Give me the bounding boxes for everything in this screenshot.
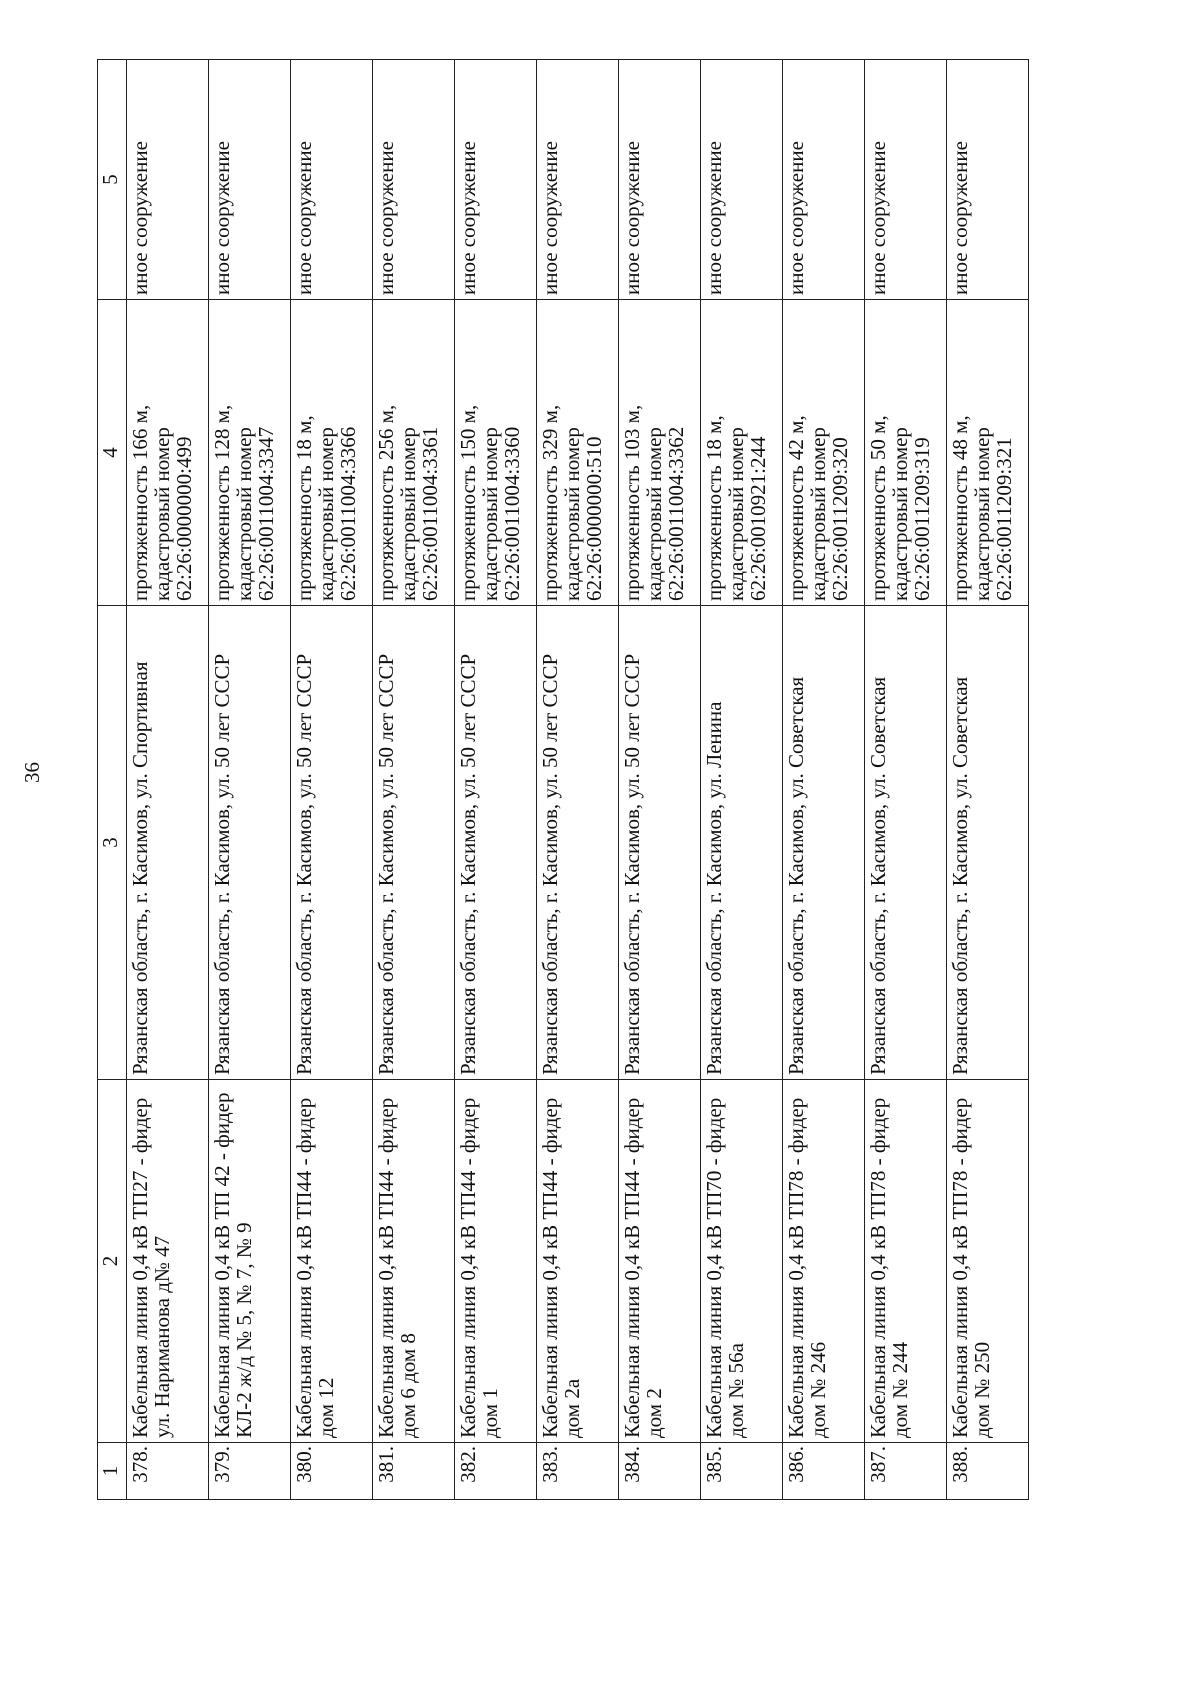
table-row <box>619 60 701 1500</box>
table-row <box>865 60 947 1500</box>
cell-address: Рязанская область, г. Касимов, ул. Советская <box>947 606 1029 1080</box>
cell-number: 380. <box>291 1443 373 1500</box>
cell-object-type: иное сооружение <box>619 60 701 300</box>
table-row <box>537 60 619 1500</box>
cell-address: Рязанская область, г. Касимов, ул. 50 лет СССР <box>209 606 291 1080</box>
cell-object-type: иное сооружение <box>373 60 455 300</box>
table-row <box>291 60 373 1500</box>
rotated-table-container <box>97 60 1052 1500</box>
column-header: 5 <box>98 60 127 300</box>
cell-object-name: Кабельная линия 0,4 кВ ТП78 - фидер дом № 250 <box>947 1080 1029 1443</box>
table-row <box>783 60 865 1500</box>
table-row <box>947 60 1029 1500</box>
cell-object-name: Кабельная линия 0,4 кВ ТП78 - фидер дом № 246 <box>783 1080 865 1443</box>
column-header: 1 <box>98 1443 127 1500</box>
cell-number: 385. <box>701 1443 783 1500</box>
table-body <box>127 60 1029 1500</box>
registry-table <box>97 59 1029 1500</box>
table-row <box>373 60 455 1500</box>
cell-characteristics: протяженность 50 м, кадастровый номер 62:26:0011209:319 <box>865 300 947 606</box>
cell-address: Рязанская область, г. Касимов, ул. 50 лет СССР <box>373 606 455 1080</box>
cell-object-type: иное сооружение <box>291 60 373 300</box>
cell-object-type: иное сооружение <box>947 60 1029 300</box>
cell-characteristics: протяженность 128 м, кадастровый номер 62:26:0011004:3347 <box>209 300 291 606</box>
cell-address: Рязанская область, г. Касимов, ул. Ленина <box>701 606 783 1080</box>
cell-characteristics: протяженность 150 м, кадастровый номер 62:26:0011004:3360 <box>455 300 537 606</box>
cell-number: 386. <box>783 1443 865 1500</box>
table-row <box>209 60 291 1500</box>
cell-object-name: Кабельная линия 0,4 кВ ТП44 - фидер дом 2 <box>619 1080 701 1443</box>
cell-object-type: иное сооружение <box>701 60 783 300</box>
column-header: 2 <box>98 1080 127 1443</box>
cell-address: Рязанская область, г. Касимов, ул. Советская <box>865 606 947 1080</box>
table-row <box>127 60 209 1500</box>
cell-number: 384. <box>619 1443 701 1500</box>
cell-number: 381. <box>373 1443 455 1500</box>
cell-object-name: Кабельная линия 0,4 кВ ТП27 - фидер ул. Нариманова д№ 47 <box>127 1080 209 1443</box>
cell-characteristics: протяженность 256 м, кадастровый номер 62:26:0011004:3361 <box>373 300 455 606</box>
cell-characteristics: протяженность 103 м, кадастровый номер 62:26:0011004:3362 <box>619 300 701 606</box>
column-header: 3 <box>98 606 127 1080</box>
cell-number: 378. <box>127 1443 209 1500</box>
cell-characteristics: протяженность 329 м, кадастровый номер 62:26:0000000:510 <box>537 300 619 606</box>
cell-object-type: иное сооружение <box>209 60 291 300</box>
cell-address: Рязанская область, г. Касимов, ул. Советская <box>783 606 865 1080</box>
cell-address: Рязанская область, г. Касимов, ул. 50 лет СССР <box>537 606 619 1080</box>
cell-number: 379. <box>209 1443 291 1500</box>
cell-characteristics: протяженность 48 м, кадастровый номер 62:26:0011209:321 <box>947 300 1029 606</box>
table-row <box>701 60 783 1500</box>
cell-number: 387. <box>865 1443 947 1500</box>
cell-object-name: Кабельная линия 0,4 кВ ТП44 - фидер дом 1 <box>455 1080 537 1443</box>
cell-number: 383. <box>537 1443 619 1500</box>
cell-object-type: иное сооружение <box>455 60 537 300</box>
cell-address: Рязанская область, г. Касимов, ул. Спортивная <box>127 606 209 1080</box>
cell-number: 382. <box>455 1443 537 1500</box>
cell-object-name: Кабельная линия 0,4 кВ ТП44 - фидер дом 2а <box>537 1080 619 1443</box>
cell-object-name: Кабельная линия 0,4 кВ ТП44 - фидер дом 6 дом 8 <box>373 1080 455 1443</box>
cell-object-name: Кабельная линия 0,4 кВ ТП70 - фидер дом № 56а <box>701 1080 783 1443</box>
cell-object-type: иное сооружение <box>865 60 947 300</box>
cell-address: Рязанская область, г. Касимов, ул. 50 лет СССР <box>291 606 373 1080</box>
page-number: 36 <box>20 762 44 783</box>
column-header: 4 <box>98 300 127 606</box>
cell-address: Рязанская область, г. Касимов, ул. 50 лет СССР <box>455 606 537 1080</box>
cell-object-type: иное сооружение <box>537 60 619 300</box>
cell-object-name: Кабельная линия 0,4 кВ ТП78 - фидер дом № 244 <box>865 1080 947 1443</box>
cell-address: Рязанская область, г. Касимов, ул. 50 лет СССР <box>619 606 701 1080</box>
cell-characteristics: протяженность 42 м, кадастровый номер 62:26:0011209:320 <box>783 300 865 606</box>
cell-object-type: иное сооружение <box>783 60 865 300</box>
cell-characteristics: протяженность 166 м, кадастровый номер 62:26:0000000:499 <box>127 300 209 606</box>
table-header-row <box>98 60 127 1500</box>
cell-characteristics: протяженность 18 м, кадастровый номер 62:26:0011004:3366 <box>291 300 373 606</box>
cell-object-name: Кабельная линия 0,4 кВ ТП 42 - фидер КЛ-2 ж/д № 5, № 7, № 9 <box>209 1080 291 1443</box>
cell-object-name: Кабельная линия 0,4 кВ ТП44 - фидер дом 12 <box>291 1080 373 1443</box>
table-row <box>455 60 537 1500</box>
cell-number: 388. <box>947 1443 1029 1500</box>
cell-characteristics: протяженность 18 м, кадастровый номер 62:26:0010921:244 <box>701 300 783 606</box>
cell-object-type: иное сооружение <box>127 60 209 300</box>
